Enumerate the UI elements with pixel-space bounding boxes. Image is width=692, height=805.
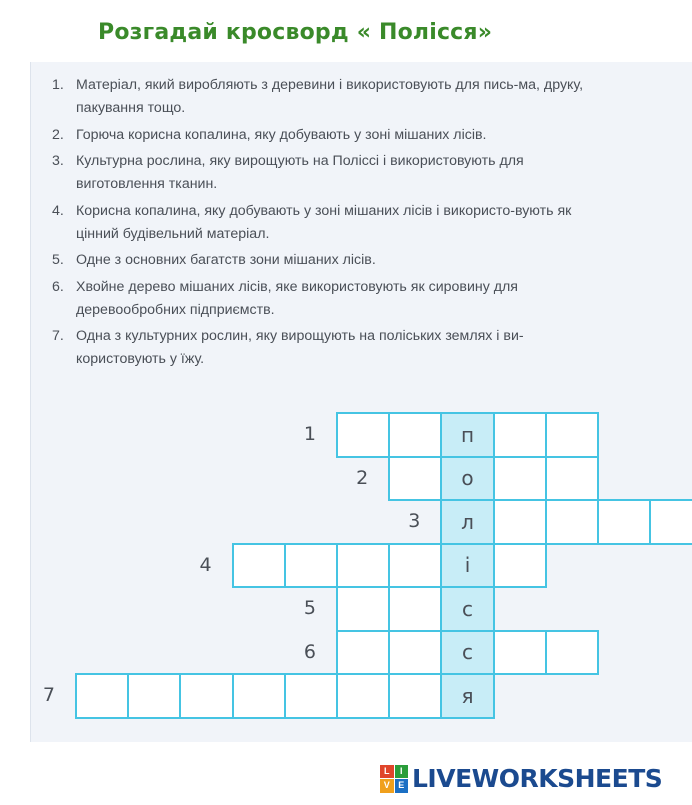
liveworksheets-logo-icon: L I V E	[380, 765, 408, 793]
brand-name: LIVEWORKSHEETS	[412, 764, 663, 793]
clue-number: 6.	[52, 278, 64, 295]
answer-cell[interactable]	[545, 412, 599, 458]
key-cell	[440, 499, 494, 545]
clue-number: 4.	[52, 202, 64, 219]
clue-text: Одна з культурних рослин, яку вирощують на поліських землях і ви-користовують у їжу.	[76, 328, 524, 367]
clue-text: Хвойне дерево мішаних лісів, яке використовують як сировину для деревообробних підприємств.	[76, 278, 518, 318]
row-number-5: 5	[303, 597, 316, 619]
row-number-4: 4	[199, 553, 212, 576]
key-letter: я	[461, 683, 474, 708]
answer-cell[interactable]	[388, 543, 442, 589]
answer-cell[interactable]	[388, 673, 442, 719]
key-letter: с	[461, 640, 473, 665]
clue-number: 3.	[52, 153, 64, 169]
answer-cell[interactable]	[179, 673, 233, 719]
answer-cell[interactable]	[336, 586, 390, 632]
key-letter: п	[460, 422, 475, 447]
key-cell	[440, 630, 494, 676]
answer-cell[interactable]	[388, 456, 442, 502]
answer-cell[interactable]	[493, 543, 547, 589]
clue-number: 1.	[52, 77, 64, 93]
answer-cell[interactable]	[232, 543, 286, 589]
answer-cell[interactable]	[336, 412, 390, 458]
answer-cell[interactable]	[388, 630, 442, 676]
page-title: Розгадай кросворд « Полісся»	[98, 20, 493, 45]
key-cell	[440, 412, 494, 458]
answer-cell[interactable]	[127, 673, 181, 719]
answer-cell[interactable]	[284, 543, 338, 589]
answer-cell[interactable]	[388, 412, 442, 458]
clue-number: 7.	[52, 328, 64, 344]
answer-cell[interactable]	[336, 543, 390, 589]
key-cell	[440, 673, 494, 719]
key-letter: с	[461, 596, 473, 621]
clue-text: Матеріал, який виробляють з деревини і використовують для пись-ма, друку, пакування тощо.	[76, 77, 584, 116]
row-number-3: 3	[408, 510, 421, 532]
clue-number: 2.	[52, 126, 64, 143]
answer-cell[interactable]	[388, 586, 442, 632]
answer-cell[interactable]	[284, 673, 338, 719]
answer-cell[interactable]	[493, 412, 547, 458]
clue-text: Одне з основних багатств зони мішаних лісів.	[76, 252, 376, 268]
key-letter: л	[461, 509, 474, 534]
clue-number: 5.	[52, 252, 64, 268]
row-number-7: 7	[42, 684, 55, 706]
clue-text: Корисна копалина, яку добувають у зоні мішаних лісів і використо-вують як цінний будівельний матеріал.	[76, 202, 572, 242]
answer-cell[interactable]	[336, 630, 390, 676]
answer-cell[interactable]	[597, 499, 651, 545]
key-cell	[440, 456, 494, 502]
answer-cell[interactable]	[649, 499, 692, 545]
answer-cell[interactable]	[493, 456, 547, 502]
answer-cell[interactable]	[545, 456, 599, 502]
key-letter: о	[461, 466, 474, 491]
row-number-6: 6	[303, 640, 316, 663]
answer-cell[interactable]	[232, 673, 286, 719]
row-number-1: 1	[303, 423, 316, 445]
answer-cell[interactable]	[75, 673, 129, 719]
row-number-2: 2	[356, 466, 369, 489]
clue-text: Культурна рослина, яку вирощують на Поліссі і використовують для виготовлення тканин.	[76, 153, 524, 192]
answer-cell[interactable]	[493, 630, 547, 676]
answer-cell[interactable]	[545, 630, 599, 676]
answer-cell[interactable]	[336, 673, 390, 719]
answer-cell[interactable]	[545, 499, 599, 545]
answer-cell[interactable]	[493, 499, 547, 545]
liveworksheets-footer	[380, 764, 662, 793]
key-cell	[440, 586, 494, 632]
key-cell	[440, 543, 494, 589]
clue-text: Горюча корисна копалина, яку добувають у зоні мішаних лісів.	[76, 126, 487, 143]
key-letter: і	[464, 553, 471, 578]
